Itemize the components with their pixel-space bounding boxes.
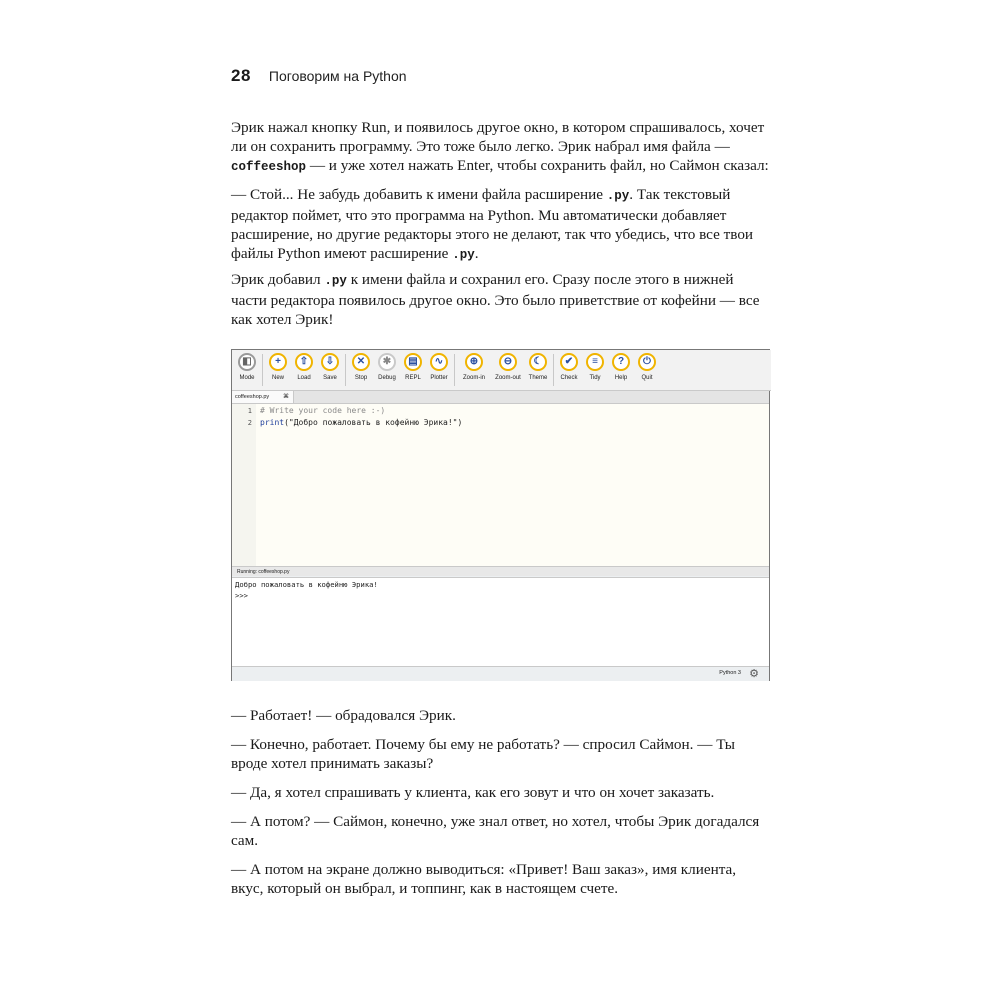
tab-label: coffeeshop.py — [235, 394, 270, 400]
paragraph-1-text-c: — и уже хотел нажать Enter, чтобы сохранить файл, но Саймон сказал: — [306, 157, 769, 174]
dialogue-line: — Конечно, работает. Почему бы ему не работать? — спросил Саймон. — Ты вроде хотел принимать заказы? — [231, 736, 735, 772]
toolbar-label: Theme — [528, 375, 548, 381]
line-number: 1 — [247, 407, 252, 415]
dialogue-line: — А потом на экране должно выводиться: «Привет! Ваш заказ», имя клиента, вкус, который он выбрал, и топпинг, как в настоящем счете. — [231, 861, 737, 897]
toolbar-button-tidy[interactable] — [582, 350, 608, 390]
mode-icon: ◧ — [238, 353, 256, 371]
code-string: ("Добро пожаловать в кофейню Эрика!") — [284, 418, 463, 427]
thumbs-up-icon: ✔ — [560, 353, 578, 371]
toolbar-label: Debug — [378, 375, 396, 381]
status-bar — [232, 666, 769, 681]
code-extension: .py — [324, 274, 347, 288]
toolbar-button-zoom-in[interactable] — [457, 350, 491, 390]
toolbar-button-help[interactable] — [608, 350, 634, 390]
toolbar-separator — [345, 354, 346, 386]
mu-editor-window — [231, 349, 770, 681]
page-header — [231, 64, 407, 88]
toolbar-label: Tidy — [589, 375, 601, 381]
upload-icon: ⇧ — [295, 353, 313, 371]
pulse-icon: ∿ — [430, 353, 448, 371]
dialogue-line: — Работает! — обрадовался Эрик. — [231, 707, 456, 724]
paragraph-3-text-c: к имени файла и сохранил его. Сразу после этого в нижней части редактора появилось другое окно. Это было приветствие от кофейни — все как хотел Эрик! — [231, 271, 760, 328]
paragraph-2-text-a: — Стой... Не забудь добавить к имени файла расширение — [231, 186, 607, 203]
toolbar-button-stop[interactable] — [348, 350, 374, 390]
code-filename: coffeeshop — [231, 160, 307, 174]
paragraph-1-text-a: Эрик нажал кнопку Run, и появилось другое окно, в котором спрашивалось, хочет ли он сохранить программу. Это тоже было легко. Эрик набрал имя файла — — [231, 119, 765, 155]
toolbar-button-quit[interactable] — [634, 350, 660, 390]
repl-output[interactable] — [232, 577, 769, 667]
running-title: Поговорим на Python — [268, 68, 407, 84]
running-label: Running: coffeeshop.py — [232, 566, 769, 576]
download-icon: ⇩ — [321, 353, 339, 371]
repl-output-line: Добро пожаловать в кофейню Эрика! — [235, 580, 378, 589]
toolbar-separator — [454, 354, 455, 386]
paragraph-3 — [231, 270, 770, 329]
paragraph-2-text-c: . Так текстовый редактор поймет, что это программа на Python. Mu автоматически добавляет расширение, но другие редакторы этого не делают, так что убедись, что все твои файлы Python имеют расширение — [231, 186, 754, 262]
toolbar-label: New — [271, 375, 284, 381]
paragraph-1 — [231, 118, 770, 177]
toolbar-button-repl[interactable] — [400, 350, 426, 390]
toolbar-separator — [553, 354, 554, 386]
dialogue-line: — Да, я хотел спрашивать у клиента, как его зовут и что он хочет заказать. — [231, 784, 715, 801]
toolbar-label: Load — [297, 375, 311, 381]
python-mode-label: Python 3 — [719, 670, 741, 676]
editor-tab-bar — [232, 391, 769, 404]
toolbar-button-debug[interactable] — [374, 350, 400, 390]
toolbar-label: Help — [614, 375, 628, 381]
toolbar-label: Mode — [239, 375, 255, 381]
page-number: 28 — [231, 66, 251, 85]
code-line-comment: # Write your code here :-) — [260, 406, 386, 415]
toolbar-button-plotter[interactable] — [426, 350, 452, 390]
paragraph-4 — [231, 706, 770, 725]
question-icon: ? — [612, 353, 630, 371]
zoom-out-icon: ⊖ — [499, 353, 517, 371]
code-extension: .py — [606, 189, 630, 203]
close-tab-icon[interactable]: ⌘ — [283, 394, 289, 400]
toolbar-label: Plotter — [430, 375, 448, 381]
paragraph-2 — [231, 185, 770, 265]
toolbar-button-load[interactable] — [291, 350, 317, 390]
paragraph-5 — [231, 735, 770, 773]
toolbar-button-check[interactable] — [556, 350, 582, 390]
line-number-gutter — [232, 404, 256, 566]
toolbar-separator — [262, 354, 263, 386]
toolbar-button-theme[interactable] — [525, 350, 551, 390]
toolbar-button-mode[interactable] — [234, 350, 260, 390]
tab-coffeeshop[interactable] — [232, 391, 294, 403]
gear-icon[interactable]: ⚙ — [749, 668, 759, 680]
toolbar-label: Stop — [354, 375, 368, 381]
stop-x-icon: ✕ — [352, 353, 370, 371]
list-icon: ≡ — [586, 353, 604, 371]
zoom-in-icon: ⊕ — [465, 353, 483, 371]
toolbar-button-save[interactable] — [317, 350, 343, 390]
moon-icon: ☾ — [529, 353, 547, 371]
paragraph-2-text-e: . — [474, 245, 479, 262]
repl-prompt: >>> — [235, 591, 248, 600]
code-editor[interactable] — [232, 404, 769, 566]
toolbar-label: Zoom-in — [462, 375, 485, 381]
toolbar-label: Zoom-out — [495, 375, 521, 381]
line-number: 2 — [247, 419, 252, 427]
toolbar-label: Quit — [641, 375, 653, 381]
paragraph-8 — [231, 860, 770, 898]
code-extension: .py — [452, 248, 475, 262]
code-line-print — [260, 418, 462, 427]
plus-icon: + — [269, 353, 287, 371]
toolbar-button-zoom-out[interactable] — [491, 350, 525, 390]
paragraph-6 — [231, 783, 770, 802]
power-icon: ⏻ — [638, 353, 656, 371]
keyword-print: print — [260, 418, 285, 427]
paragraph-3-text-a: Эрик добавил — [231, 271, 325, 288]
dialogue-line: — А потом? — Саймон, конечно, уже знал ответ, но хотел, чтобы Эрик догадался сам. — [231, 813, 760, 849]
toolbar-label: Check — [560, 375, 578, 381]
toolbar-button-new[interactable] — [265, 350, 291, 390]
toolbar-label: Save — [323, 375, 337, 381]
bug-icon: ✱ — [378, 353, 396, 371]
keyboard-icon: ▤ — [404, 353, 422, 371]
paragraph-7 — [231, 812, 770, 850]
toolbar — [232, 350, 771, 391]
toolbar-label: REPL — [405, 375, 421, 381]
